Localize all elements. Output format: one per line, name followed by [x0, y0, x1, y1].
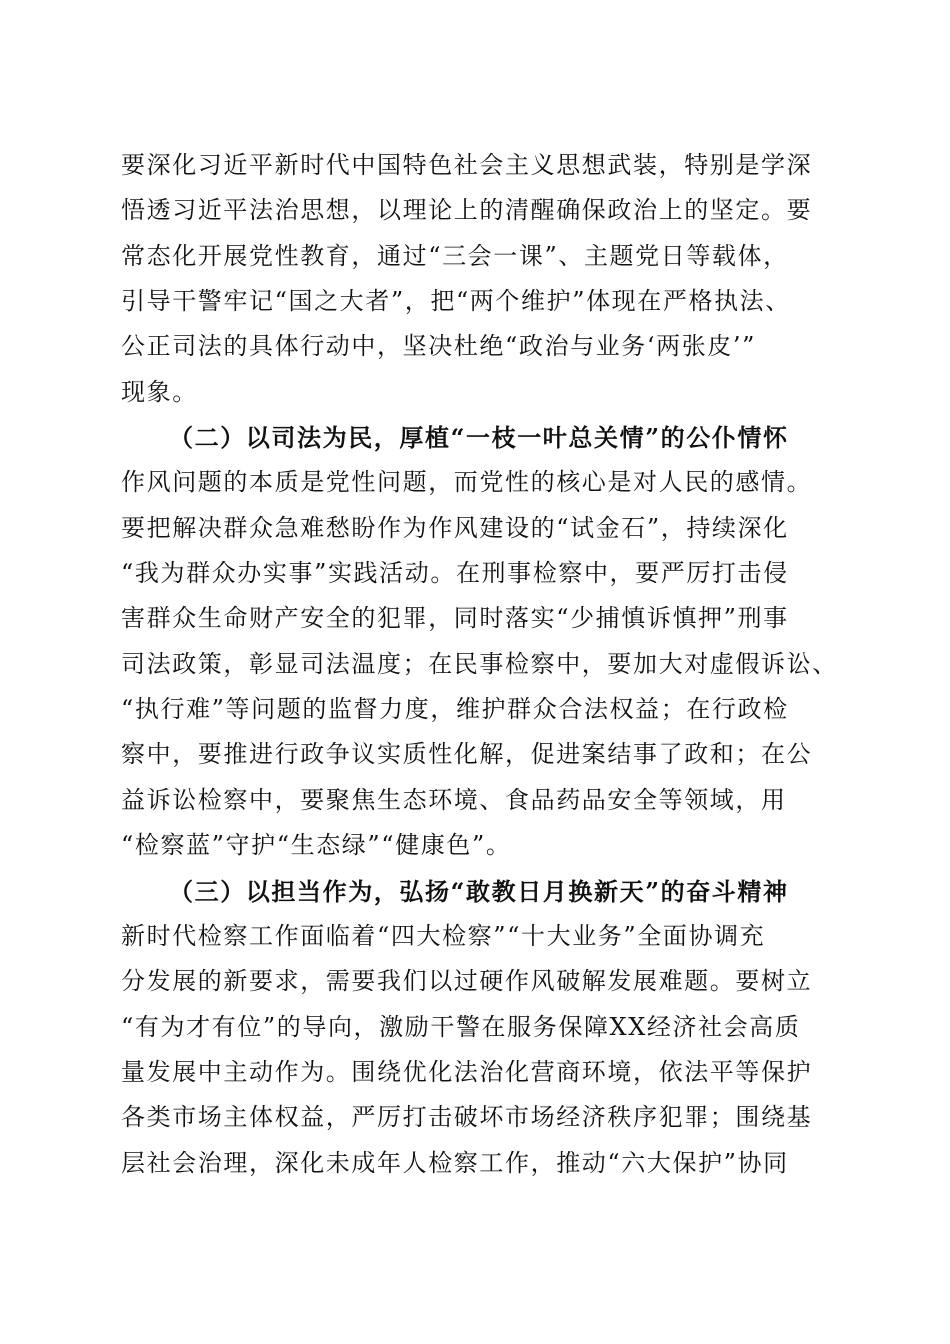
text-line: “检察蓝”守护“生态绿”“健康色”。	[121, 831, 512, 860]
text-line: 现象。	[121, 377, 198, 406]
text-line: 新时代检察工作面临着“四大检察”“十大业务”全面协调充	[121, 921, 766, 950]
text-line: “执行难”等问题的监督力度，维护群众合法权益；在行政检	[121, 695, 789, 724]
text-line: 常态化开展党性教育，通过“三会一课”、主题党日等载体，	[121, 241, 789, 270]
text-line: 公正司法的具体行动中，坚决杜绝“政治与业务‘两张皮’”	[121, 332, 756, 361]
text-line: 益诉讼检察中，要聚焦生态环境、食品药品安全等领域，用	[121, 785, 787, 814]
text-line: 量发展中主动作为。围绕优化法治化营商环境，依法平等保护	[121, 1057, 813, 1086]
text-line: 层社会治理，深化未成年人检察工作，推动“六大保护”协同	[121, 1148, 789, 1177]
document-body	[121, 143, 838, 1186]
text-line: 作风问题的本质是党性问题，而党性的核心是对人民的感情。	[121, 468, 813, 497]
text-line: 悟透习近平法治思想，以理论上的清醒确保政治上的坚定。要	[121, 196, 813, 225]
section-heading: （三）以担当作为，弘扬“敢教日月换新天”的奋斗精神	[169, 876, 789, 906]
text-line: 害群众生命财产安全的犯罪，同时落实“少捕慎诉慎押”刑事	[121, 604, 789, 633]
text-line: 察中，要推进行政争议实质性化解，促进案结事了政和；在公	[121, 740, 813, 769]
text-line: 引导干警牢记“国之大者”，把“两个维护”体现在严格执法、	[121, 287, 791, 316]
section-heading: （二）以司法为民，厚植“一枝一叶总关情”的公仆情怀	[169, 423, 789, 453]
text-line: “我为群众办实事”实践活动。在刑事检察中，要严厉打击侵	[121, 559, 789, 588]
text-line: 要把解决群众急难愁盼作为作风建设的“试金石”，持续深化	[121, 513, 789, 542]
text-line: 各类市场主体权益，严厉打击破坏市场经济秩序犯罪；围绕基	[121, 1103, 813, 1132]
text-line: “有为才有位”的导向，激励干警在服务保障XX经济社会高质	[121, 1012, 801, 1041]
text-line: 分发展的新要求，需要我们以过硬作风破解发展难题。要树立	[121, 967, 813, 996]
text-line: 司法政策，彰显司法温度；在民事检察中，要加大对虚假诉讼、	[121, 649, 838, 678]
text-line: 要深化习近平新时代中国特色社会主义思想武装，特别是学深	[121, 151, 813, 179]
